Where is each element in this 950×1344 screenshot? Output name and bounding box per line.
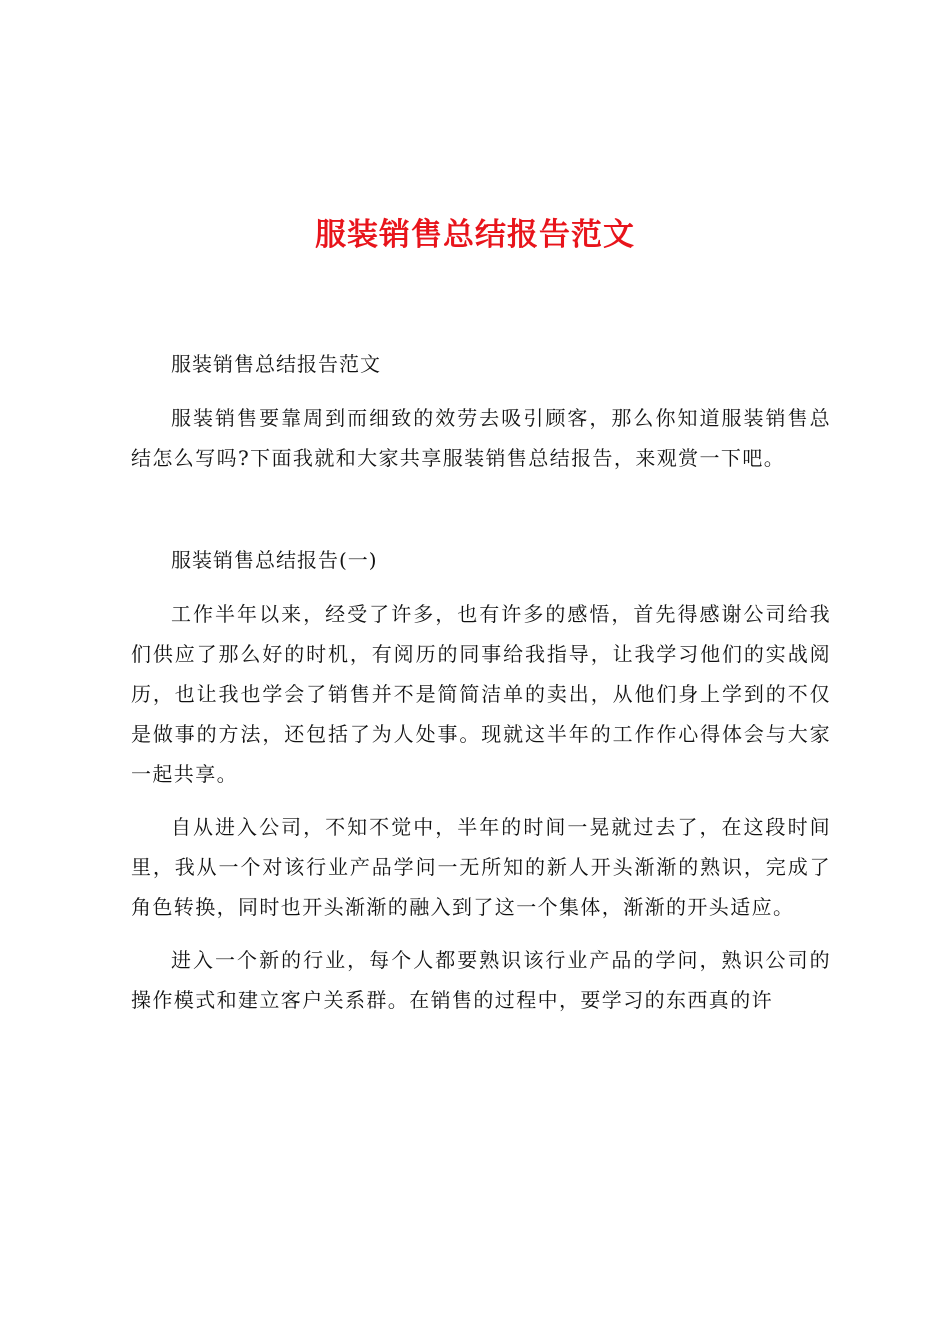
document-body — [131, 344, 831, 1020]
body-paragraph: 进入一个新的行业，每个人都要熟识该行业产品的学问，熟识公司的操作模式和建立客户关系群。在销售的过程中，要学习的东西真的许 — [131, 948, 831, 1012]
intro-paragraph: 服装销售要靠周到而细致的效劳去吸引顾客，那么你知道服装销售总结怎么写吗?下面我就和大家共享服装销售总结报告，来观赏一下吧。 — [131, 406, 831, 470]
document-title: 服装销售总结报告范文 — [315, 217, 635, 253]
body-paragraph: 自从进入公司，不知不觉中，半年的时间一晃就过去了，在这段时间里，我从一个对该行业产品学问一无所知的新人开头渐渐的熟识，完成了角色转换，同时也开头渐渐的融入到了这一个集体，渐渐的开头适应。 — [131, 815, 831, 919]
subtitle-paragraph: 服装销售总结报告范文 — [171, 352, 381, 376]
section-heading: 服装销售总结报告(一) — [171, 548, 378, 572]
body-paragraph: 工作半年以来，经受了许多，也有许多的感悟，首先得感谢公司给我们供应了那么好的时机，有阅历的同事给我指导，让我学习他们的实战阅历，也让我也学会了销售并不是简简洁单的卖出，从他们身上学到的不仅是做事的方法，还包括了为人处事。现就这半年的工作作心得体会与大家一起共享。 — [131, 602, 831, 786]
